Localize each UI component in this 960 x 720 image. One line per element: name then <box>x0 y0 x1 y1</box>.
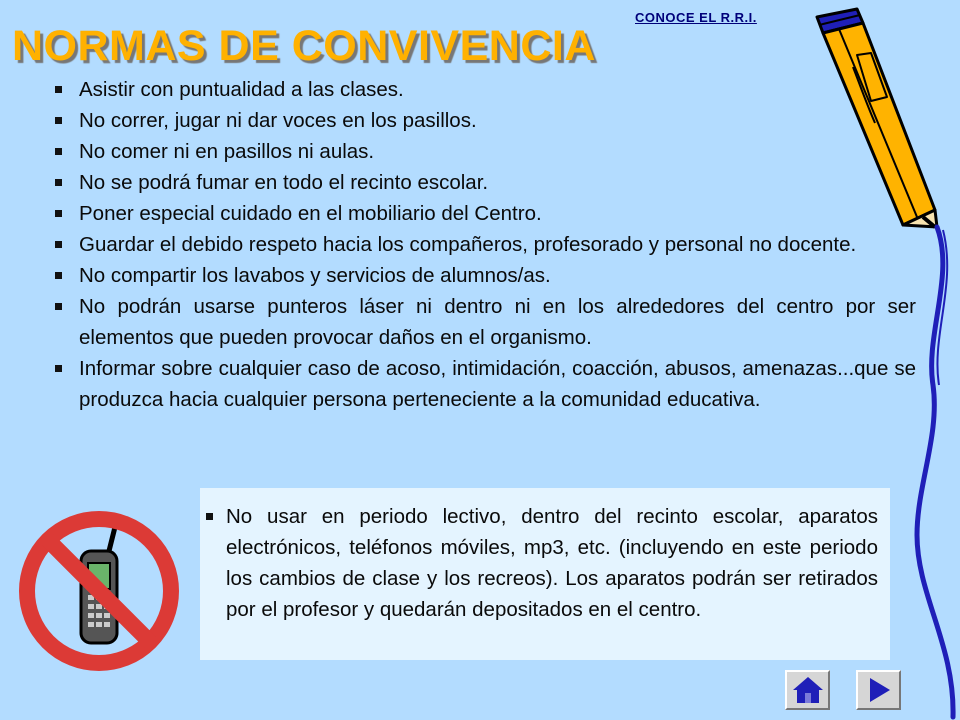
rule-text: No comer ni en pasillos ni aulas. <box>79 140 375 163</box>
rule-item <box>54 353 916 415</box>
phone-rule-content: No usar en periodo lectivo, dentro del recinto escolar, aparatos electrónicos, teléfonos móviles, mp3, etc. (incluyendo en este periodo los cambios de clase y los recreos). Los aparatos podrán ser retirados por el profesor y quedarán depositados en el centro. <box>226 505 878 621</box>
rule-item <box>54 167 916 198</box>
bullet-icon <box>55 210 62 217</box>
rule-text: Poner especial cuidado en el mobiliario del Centro. <box>79 202 542 225</box>
rule-item <box>54 260 916 291</box>
page-title: NORMAS DE CONVIVENCIA <box>12 22 596 70</box>
bullet-icon <box>55 117 62 124</box>
rule-text: Guardar el debido respeto hacia los compañeros, profesorado y personal no docente. <box>79 233 857 256</box>
bullet-icon <box>55 365 62 372</box>
bullet-icon <box>206 513 213 520</box>
rule-text: No correr, jugar ni dar voces en los pasillos. <box>79 109 477 132</box>
rule-item <box>54 291 916 353</box>
rule-item <box>54 105 916 136</box>
next-button[interactable] <box>856 670 901 710</box>
rules-list <box>54 74 916 415</box>
phone-rule-text <box>226 501 878 625</box>
bullet-icon <box>55 303 62 310</box>
rule-text: No compartir los lavabos y servicios de alumnos/as. <box>79 264 551 287</box>
rri-link[interactable]: CONOCE EL R.R.I. <box>635 10 757 25</box>
home-button[interactable] <box>785 670 830 710</box>
bullet-icon <box>55 179 62 186</box>
no-phone-icon <box>12 505 187 675</box>
next-arrow-icon <box>864 675 894 705</box>
bullet-icon <box>55 272 62 279</box>
rule-item <box>54 136 916 167</box>
bullet-icon <box>55 241 62 248</box>
rule-text: Asistir con puntualidad a las clases. <box>79 78 404 101</box>
bullet-icon <box>55 148 62 155</box>
rule-item <box>54 229 916 260</box>
rule-item <box>54 198 916 229</box>
phone-rule-box <box>200 488 890 660</box>
rule-text: No se podrá fumar en todo el recinto escolar. <box>79 171 489 194</box>
rule-item <box>54 74 916 105</box>
rule-text: No podrán usarse punteros láser ni dentro ni en los alrededores del centro por ser elementos que pueden provocar daños en el organismo. <box>79 295 916 349</box>
home-icon <box>791 675 825 705</box>
rule-text: Informar sobre cualquier caso de acoso, intimidación, coacción, abusos, amenazas...que se produzca hacia cualquier persona perteneciente a la comunidad educativa. <box>79 357 916 411</box>
bullet-icon <box>55 86 62 93</box>
